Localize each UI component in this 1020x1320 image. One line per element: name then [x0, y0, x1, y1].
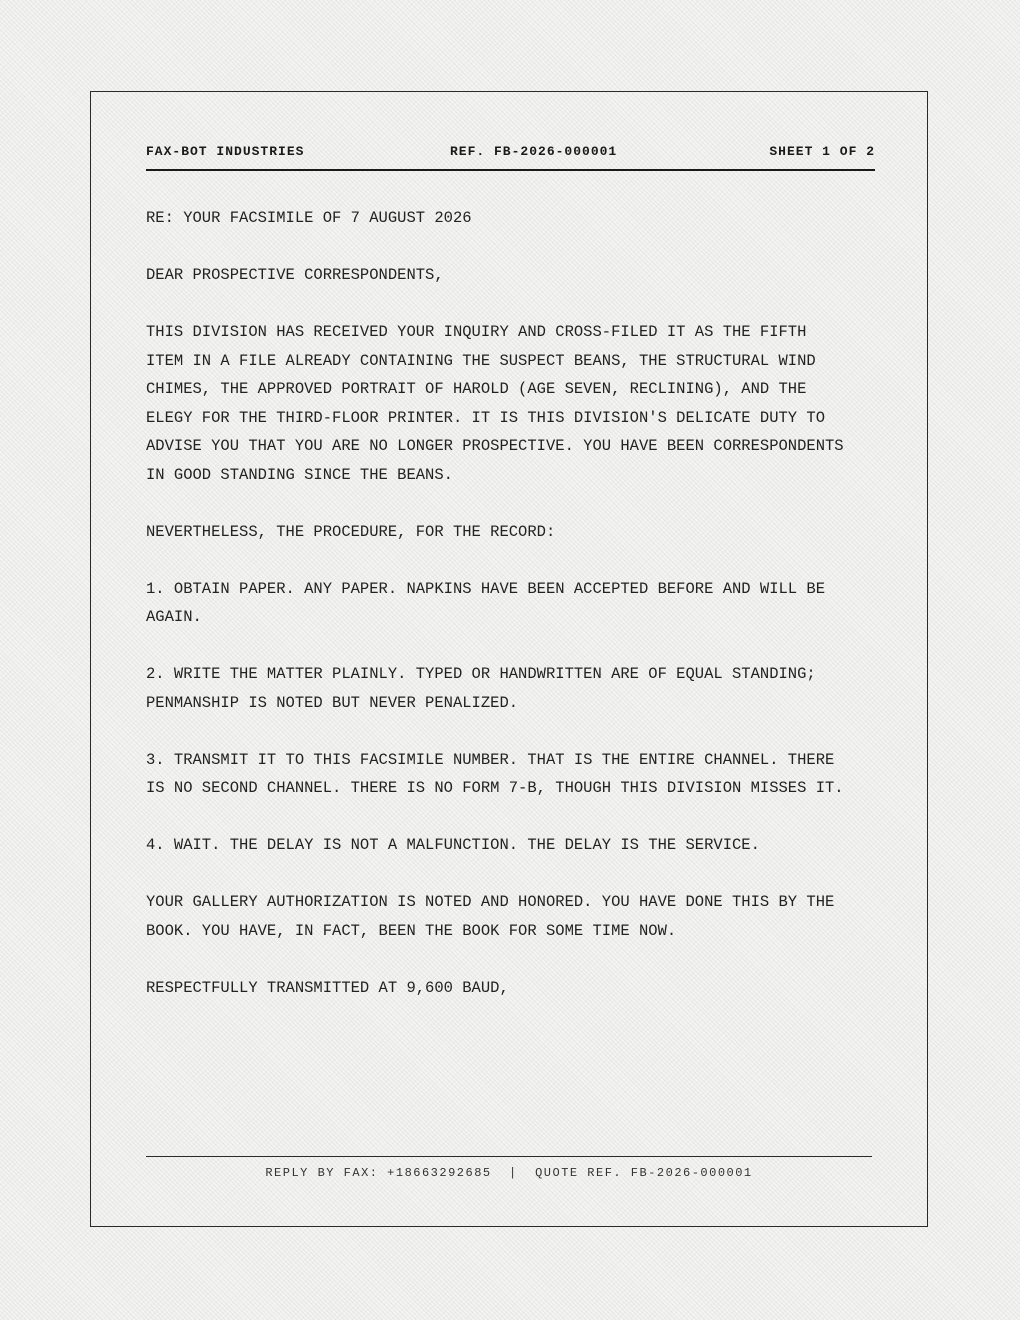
fax-sheet	[90, 91, 928, 1227]
subject-line: RE: YOUR FACSIMILE OF 7 AUGUST 2026	[146, 209, 472, 227]
procedure-step-4: 4. WAIT. THE DELAY IS NOT A MALFUNCTION. THE DELAY IS THE SERVICE.	[146, 836, 760, 854]
salutation: DEAR PROSPECTIVE CORRESPONDENTS,	[146, 266, 444, 284]
footer-divider	[146, 1156, 872, 1157]
procedure-step-1: 1. OBTAIN PAPER. ANY PAPER. NAPKINS HAVE BEEN ACCEPTED BEFORE AND WILL BE AGAIN.	[146, 579, 826, 626]
intro-paragraph: THIS DIVISION HAS RECEIVED YOUR INQUIRY AND CROSS-FILED IT AS THE FIFTH ITEM IN A FILE ALREADY CONTAINING THE SUSPECT BEANS, THE STRUCTURAL WIND CHIMES, THE APPROVED PORTRAIT OF HAROLD (AGE SEVEN, RECLINING), AND THE ELEGY FOR THE THIRD-FLOOR PRINTER. IT IS THIS DIVISION'S DELICATE DUTY TO ADVISE YOU THAT YOU ARE NO LONGER PROSPECTIVE. YOU HAVE BEEN CORRESPONDENTS IN GOOD STANDING SINCE THE BEANS.	[146, 323, 844, 484]
reference-number: REF. FB-2026-000001	[450, 144, 618, 159]
company-name: FAX-BOT INDUSTRIES	[146, 144, 305, 159]
procedure-lead: NEVERTHELESS, THE PROCEDURE, FOR THE RECORD:	[146, 522, 556, 541]
header-divider	[146, 169, 875, 171]
gallery-paragraph: YOUR GALLERY AUTHORIZATION IS NOTED AND HONORED. YOU HAVE DONE THIS BY THE BOOK. YOU HAVE, IN FACT, BEEN THE BOOK FOR SOME TIME NOW.	[146, 893, 835, 940]
closing-line: RESPECTFULLY TRANSMITTED AT 9,600 BAUD,	[146, 978, 509, 997]
procedure-step-2: 2. WRITE THE MATTER PLAINLY. TYPED OR HANDWRITTEN ARE OF EQUAL STANDING; PENMANSHIP IS NOTED BUT NEVER PENALIZED.	[146, 665, 816, 712]
procedure-step-3: 3. TRANSMIT IT TO THIS FACSIMILE NUMBER. THAT IS THE ENTIRE CHANNEL. THERE IS NO SECOND CHANNEL. THERE IS NO FORM 7-B, THOUGH THIS DIVISION MISSES IT.	[146, 750, 844, 797]
letterhead	[146, 144, 875, 164]
letter-body	[146, 204, 846, 1031]
reply-instructions: REPLY BY FAX: +18663292685 | QUOTE REF. FB-2026-000001	[265, 1166, 753, 1180]
sheet-number: SHEET 1 OF 2	[769, 144, 875, 159]
